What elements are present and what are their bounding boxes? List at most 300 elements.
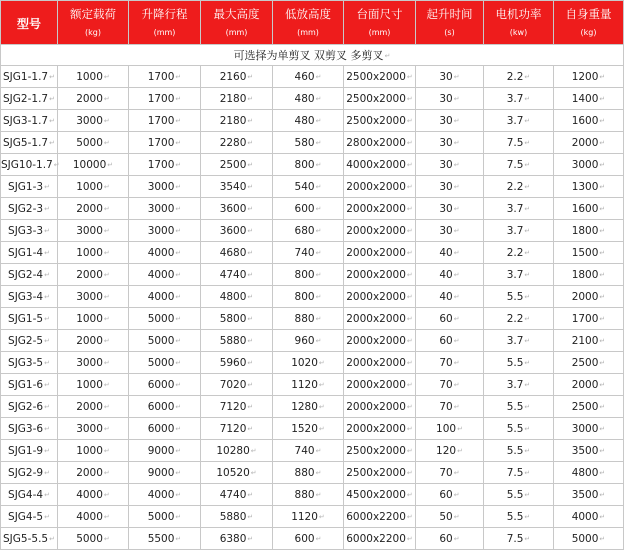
cell-rated-load xyxy=(58,88,129,110)
cell-value: SJG2-1.7 xyxy=(3,92,49,105)
note-text: 可选择为单剪叉 双剪叉 多剪叉 xyxy=(233,49,384,62)
paragraph-mark-icon: ↵ xyxy=(599,292,606,301)
paragraph-mark-icon: ↵ xyxy=(453,468,460,477)
cell-value: 2160 xyxy=(219,70,247,83)
cell-lift-time xyxy=(416,330,484,352)
cell-table-size xyxy=(344,176,416,198)
paragraph-mark-icon: ↵ xyxy=(250,468,257,477)
cell-low-height xyxy=(273,66,344,88)
cell-value: 60 xyxy=(439,312,453,325)
paragraph-mark-icon: ↵ xyxy=(315,226,322,235)
cell-lift-time xyxy=(416,110,484,132)
cell-max-height xyxy=(201,352,273,374)
paragraph-mark-icon: ↵ xyxy=(44,270,50,279)
paragraph-mark-icon: ↵ xyxy=(49,94,55,103)
paragraph-mark-icon: ↵ xyxy=(406,270,413,279)
cell-value: 3000 xyxy=(571,158,599,171)
cell-value: 6000x2200 xyxy=(346,532,406,545)
cell-lift-travel xyxy=(129,154,201,176)
col-header-label: 额定载荷 xyxy=(70,6,116,21)
paragraph-mark-icon: ↵ xyxy=(524,490,531,499)
paragraph-mark-icon: ↵ xyxy=(453,270,460,279)
cell-value: 580 xyxy=(294,136,315,149)
cell-max-height xyxy=(201,506,273,528)
paragraph-mark-icon: ↵ xyxy=(318,380,325,389)
paragraph-mark-icon: ↵ xyxy=(406,94,413,103)
cell-lift-travel xyxy=(129,506,201,528)
cell-self-weight xyxy=(554,506,624,528)
cell-value: 3000 xyxy=(76,356,103,369)
cell-table-size xyxy=(344,264,416,286)
cell-rated-load xyxy=(58,66,129,88)
cell-lift-travel xyxy=(129,440,201,462)
cell-self-weight xyxy=(554,110,624,132)
col-header-label: 自身重量 xyxy=(565,6,612,21)
cell-max-height xyxy=(201,264,273,286)
paragraph-mark-icon: ↵ xyxy=(44,226,50,235)
cell-value: 1120 xyxy=(291,378,318,391)
paragraph-mark-icon: ↵ xyxy=(315,468,322,477)
cell-lift-time xyxy=(416,440,484,462)
col-header-motor-power xyxy=(484,1,554,45)
paragraph-mark-icon: ↵ xyxy=(175,204,182,213)
cell-model xyxy=(1,66,58,88)
cell-value: 7.5 xyxy=(506,136,524,149)
paragraph-mark-icon: ↵ xyxy=(453,94,460,103)
paragraph-mark-icon: ↵ xyxy=(49,138,55,147)
paragraph-mark-icon: ↵ xyxy=(406,292,413,301)
paragraph-mark-icon: ↵ xyxy=(524,424,531,433)
paragraph-mark-icon: ↵ xyxy=(175,248,182,257)
cell-self-weight xyxy=(554,462,624,484)
cell-lift-travel xyxy=(129,220,201,242)
paragraph-mark-icon: ↵ xyxy=(103,204,110,213)
cell-self-weight xyxy=(554,242,624,264)
cell-value: 6380 xyxy=(219,532,247,545)
paragraph-mark-icon: ↵ xyxy=(175,292,182,301)
paragraph-mark-icon: ↵ xyxy=(524,468,531,477)
note-row xyxy=(1,45,624,66)
cell-model xyxy=(1,418,58,440)
cell-model xyxy=(1,154,58,176)
cell-value: 2180 xyxy=(219,114,247,127)
cell-low-height xyxy=(273,110,344,132)
cell-value: 1800 xyxy=(571,224,599,237)
paragraph-mark-icon: ↵ xyxy=(44,424,50,433)
paragraph-mark-icon: ↵ xyxy=(103,358,110,367)
paragraph-mark-icon: ↵ xyxy=(247,94,254,103)
cell-value: SJG1-6 xyxy=(8,378,44,391)
cell-value: 10520 xyxy=(216,466,250,479)
table-row xyxy=(1,308,624,330)
cell-lift-travel xyxy=(129,462,201,484)
table-row xyxy=(1,396,624,418)
cell-value: 40 xyxy=(439,290,453,303)
cell-value: 800 xyxy=(294,268,315,281)
col-header-unit: (kw) xyxy=(509,27,528,37)
paragraph-mark-icon: ↵ xyxy=(406,468,413,477)
paragraph-mark-icon: ↵ xyxy=(599,138,606,147)
cell-value: 3000 xyxy=(76,224,103,237)
cell-max-height xyxy=(201,440,273,462)
cell-rated-load xyxy=(58,198,129,220)
paragraph-mark-icon: ↵ xyxy=(44,248,50,257)
paragraph-mark-icon: ↵ xyxy=(247,336,254,345)
paragraph-mark-icon: ↵ xyxy=(44,490,50,499)
cell-lift-travel xyxy=(129,176,201,198)
cell-lift-travel xyxy=(129,396,201,418)
cell-table-size xyxy=(344,88,416,110)
cell-value: 4740 xyxy=(219,488,247,501)
cell-value: 3540 xyxy=(219,180,247,193)
table-row xyxy=(1,506,624,528)
cell-table-size xyxy=(344,220,416,242)
cell-lift-time xyxy=(416,418,484,440)
cell-rated-load xyxy=(58,110,129,132)
col-header-lift-travel xyxy=(129,1,201,45)
cell-self-weight xyxy=(554,220,624,242)
cell-value: 3.7 xyxy=(506,268,524,281)
paragraph-mark-icon: ↵ xyxy=(175,336,182,345)
cell-model xyxy=(1,286,58,308)
paragraph-mark-icon: ↵ xyxy=(103,94,110,103)
cell-self-weight xyxy=(554,374,624,396)
cell-model xyxy=(1,110,58,132)
cell-value: 5.5 xyxy=(506,400,524,413)
cell-value: SJG2-9 xyxy=(8,466,44,479)
cell-low-height xyxy=(273,88,344,110)
cell-value: 60 xyxy=(439,334,453,347)
cell-model xyxy=(1,528,58,550)
cell-value: SJG4-4 xyxy=(8,488,44,501)
cell-value: 4800 xyxy=(571,466,599,479)
cell-value: 40 xyxy=(439,246,453,259)
paragraph-mark-icon: ↵ xyxy=(315,490,322,499)
cell-lift-time xyxy=(416,352,484,374)
paragraph-mark-icon: ↵ xyxy=(406,314,413,323)
cell-value: SJG5-1.7 xyxy=(3,136,49,149)
cell-value: SJG3-3 xyxy=(8,224,44,237)
cell-value: 4000 xyxy=(147,290,175,303)
paragraph-mark-icon: ↵ xyxy=(103,226,110,235)
cell-max-height xyxy=(201,88,273,110)
cell-rated-load xyxy=(58,418,129,440)
cell-value: 1000 xyxy=(76,70,103,83)
cell-value: SJG2-4 xyxy=(8,268,44,281)
cell-value: SJG1-5 xyxy=(8,312,44,325)
cell-value: 460 xyxy=(294,70,315,83)
cell-value: 4000x2000 xyxy=(346,158,406,171)
cell-motor-power xyxy=(484,330,554,352)
cell-low-height xyxy=(273,330,344,352)
paragraph-mark-icon: ↵ xyxy=(247,314,254,323)
cell-table-size xyxy=(344,154,416,176)
paragraph-mark-icon: ↵ xyxy=(247,490,254,499)
paragraph-mark-icon: ↵ xyxy=(315,270,322,279)
paragraph-mark-icon: ↵ xyxy=(406,534,413,543)
cell-value: 4000 xyxy=(571,510,599,523)
cell-max-height xyxy=(201,176,273,198)
cell-motor-power xyxy=(484,242,554,264)
cell-model xyxy=(1,330,58,352)
paragraph-mark-icon: ↵ xyxy=(103,446,110,455)
cell-model xyxy=(1,242,58,264)
col-header-unit: (mm) xyxy=(368,27,391,37)
paragraph-mark-icon: ↵ xyxy=(599,380,606,389)
cell-value: 30 xyxy=(439,158,453,171)
cell-value: SJG3-5 xyxy=(8,356,44,369)
paragraph-mark-icon: ↵ xyxy=(453,160,460,169)
table-row xyxy=(1,528,624,550)
cell-value: 3600 xyxy=(219,202,247,215)
table-row xyxy=(1,462,624,484)
paragraph-mark-icon: ↵ xyxy=(406,160,413,169)
paragraph-mark-icon: ↵ xyxy=(453,512,460,521)
paragraph-mark-icon: ↵ xyxy=(599,402,606,411)
cell-value: SJG1-1.7 xyxy=(3,70,49,83)
cell-model xyxy=(1,308,58,330)
scissor-options-note xyxy=(1,45,624,66)
paragraph-mark-icon: ↵ xyxy=(44,446,50,455)
paragraph-mark-icon: ↵ xyxy=(103,138,110,147)
cell-value: SJG2-3 xyxy=(8,202,44,215)
paragraph-mark-icon: ↵ xyxy=(103,314,110,323)
cell-motor-power xyxy=(484,396,554,418)
cell-max-height xyxy=(201,132,273,154)
cell-value: 2280 xyxy=(219,136,247,149)
cell-value: 1300 xyxy=(571,180,599,193)
paragraph-mark-icon: ↵ xyxy=(599,512,606,521)
cell-value: 2800x2000 xyxy=(346,136,406,149)
col-header-label: 台面尺寸 xyxy=(356,6,403,21)
cell-value: 30 xyxy=(439,202,453,215)
cell-value: 120 xyxy=(436,444,457,457)
paragraph-mark-icon: ↵ xyxy=(599,160,606,169)
table-row xyxy=(1,330,624,352)
paragraph-mark-icon: ↵ xyxy=(524,248,531,257)
paragraph-mark-icon: ↵ xyxy=(599,446,606,455)
table-row xyxy=(1,220,624,242)
cell-value: 30 xyxy=(439,136,453,149)
cell-rated-load xyxy=(58,374,129,396)
cell-self-weight xyxy=(554,198,624,220)
table-row xyxy=(1,198,624,220)
col-header-label: 低放高度 xyxy=(285,6,331,21)
cell-model xyxy=(1,176,58,198)
cell-low-height xyxy=(273,418,344,440)
cell-value: 7.5 xyxy=(506,466,524,479)
cell-max-height xyxy=(201,242,273,264)
cell-max-height xyxy=(201,154,273,176)
cell-model xyxy=(1,506,58,528)
paragraph-mark-icon: ↵ xyxy=(247,226,254,235)
paragraph-mark-icon: ↵ xyxy=(103,380,110,389)
paragraph-mark-icon: ↵ xyxy=(44,182,50,191)
paragraph-mark-icon: ↵ xyxy=(315,314,322,323)
cell-lift-travel xyxy=(129,286,201,308)
paragraph-mark-icon: ↵ xyxy=(599,534,606,543)
cell-value: 5.5 xyxy=(506,488,524,501)
cell-rated-load xyxy=(58,264,129,286)
cell-model xyxy=(1,462,58,484)
paragraph-mark-icon: ↵ xyxy=(524,358,531,367)
paragraph-mark-icon: ↵ xyxy=(247,72,254,81)
table-row xyxy=(1,484,624,506)
cell-value: 70 xyxy=(439,400,453,413)
cell-value: 3500 xyxy=(571,444,599,457)
cell-value: 2500x2000 xyxy=(346,444,406,457)
cell-value: 2000x2000 xyxy=(346,224,406,237)
paragraph-mark-icon: ↵ xyxy=(247,160,254,169)
cell-lift-time xyxy=(416,88,484,110)
col-header-rated-load xyxy=(58,1,129,45)
cell-value: 4000 xyxy=(147,268,175,281)
cell-table-size xyxy=(344,330,416,352)
cell-value: 3000 xyxy=(76,114,103,127)
paragraph-mark-icon: ↵ xyxy=(247,424,254,433)
paragraph-mark-icon: ↵ xyxy=(453,402,460,411)
cell-motor-power xyxy=(484,484,554,506)
cell-value: 7120 xyxy=(219,422,247,435)
paragraph-mark-icon: ↵ xyxy=(384,52,391,60)
cell-lift-time xyxy=(416,528,484,550)
cell-value: 2.2 xyxy=(506,70,524,83)
cell-table-size xyxy=(344,66,416,88)
cell-value: 2100 xyxy=(571,334,599,347)
cell-value: 4740 xyxy=(219,268,247,281)
paragraph-mark-icon: ↵ xyxy=(44,358,50,367)
paragraph-mark-icon: ↵ xyxy=(318,402,325,411)
paragraph-mark-icon: ↵ xyxy=(599,358,606,367)
cell-value: 30 xyxy=(439,224,453,237)
cell-table-size xyxy=(344,374,416,396)
paragraph-mark-icon: ↵ xyxy=(44,402,50,411)
paragraph-mark-icon: ↵ xyxy=(44,204,50,213)
paragraph-mark-icon: ↵ xyxy=(599,468,606,477)
cell-value: 2000 xyxy=(571,136,599,149)
cell-value: 800 xyxy=(294,290,315,303)
cell-value: 2000 xyxy=(76,334,103,347)
paragraph-mark-icon: ↵ xyxy=(103,182,110,191)
paragraph-mark-icon: ↵ xyxy=(175,446,182,455)
cell-self-weight xyxy=(554,176,624,198)
cell-low-height xyxy=(273,176,344,198)
paragraph-mark-icon: ↵ xyxy=(315,138,322,147)
cell-lift-travel xyxy=(129,528,201,550)
paragraph-mark-icon: ↵ xyxy=(175,490,182,499)
table-row xyxy=(1,66,624,88)
cell-motor-power xyxy=(484,264,554,286)
cell-value: 5.5 xyxy=(506,290,524,303)
cell-value: 600 xyxy=(294,532,315,545)
paragraph-mark-icon: ↵ xyxy=(524,72,531,81)
cell-low-height xyxy=(273,286,344,308)
cell-value: 1700 xyxy=(147,136,175,149)
paragraph-mark-icon: ↵ xyxy=(406,336,413,345)
cell-rated-load xyxy=(58,396,129,418)
cell-rated-load xyxy=(58,286,129,308)
cell-table-size xyxy=(344,506,416,528)
cell-value: 7.5 xyxy=(506,532,524,545)
paragraph-mark-icon: ↵ xyxy=(315,160,322,169)
header-row xyxy=(1,1,624,45)
paragraph-mark-icon: ↵ xyxy=(406,138,413,147)
cell-max-height xyxy=(201,374,273,396)
cell-value: 5.5 xyxy=(506,422,524,435)
cell-value: 960 xyxy=(294,334,315,347)
table-row xyxy=(1,88,624,110)
paragraph-mark-icon: ↵ xyxy=(524,380,531,389)
cell-low-height xyxy=(273,352,344,374)
table-row xyxy=(1,374,624,396)
paragraph-mark-icon: ↵ xyxy=(457,446,463,455)
cell-value: 3000 xyxy=(76,422,103,435)
cell-table-size xyxy=(344,484,416,506)
cell-rated-load xyxy=(58,352,129,374)
cell-lift-time xyxy=(416,308,484,330)
cell-value: 600 xyxy=(294,202,315,215)
cell-lift-travel xyxy=(129,264,201,286)
paragraph-mark-icon: ↵ xyxy=(524,446,531,455)
paragraph-mark-icon: ↵ xyxy=(49,72,55,81)
cell-rated-load xyxy=(58,220,129,242)
cell-lift-travel xyxy=(129,132,201,154)
col-header-label: 电机功率 xyxy=(495,6,542,21)
paragraph-mark-icon: ↵ xyxy=(107,160,114,169)
cell-model xyxy=(1,352,58,374)
cell-value: 2000x2000 xyxy=(346,180,406,193)
paragraph-mark-icon: ↵ xyxy=(599,336,606,345)
cell-value: 2500x2000 xyxy=(346,466,406,479)
cell-value: 2000x2000 xyxy=(346,202,406,215)
cell-table-size xyxy=(344,396,416,418)
table-row xyxy=(1,110,624,132)
paragraph-mark-icon: ↵ xyxy=(406,116,413,125)
cell-value: 5.5 xyxy=(506,356,524,369)
col-header-label: 升降行程 xyxy=(141,6,188,21)
paragraph-mark-icon: ↵ xyxy=(175,358,182,367)
cell-value: 70 xyxy=(439,356,453,369)
paragraph-mark-icon: ↵ xyxy=(315,72,322,81)
cell-rated-load xyxy=(58,176,129,198)
cell-value: 2.2 xyxy=(506,312,524,325)
cell-value: 1020 xyxy=(291,356,318,369)
paragraph-mark-icon: ↵ xyxy=(315,292,322,301)
cell-value: 1600 xyxy=(571,202,599,215)
paragraph-mark-icon: ↵ xyxy=(103,270,110,279)
cell-motor-power xyxy=(484,506,554,528)
cell-value: 7020 xyxy=(219,378,247,391)
paragraph-mark-icon: ↵ xyxy=(44,314,50,323)
cell-value: 740 xyxy=(294,444,315,457)
paragraph-mark-icon: ↵ xyxy=(524,292,531,301)
cell-value: 2.2 xyxy=(506,180,524,193)
cell-value: 880 xyxy=(294,488,315,501)
cell-value: 880 xyxy=(294,312,315,325)
cell-value: 50 xyxy=(439,510,453,523)
col-header-low-height xyxy=(273,1,344,45)
cell-self-weight xyxy=(554,66,624,88)
cell-value: 2000x2000 xyxy=(346,334,406,347)
col-header-max-height xyxy=(201,1,273,45)
paragraph-mark-icon: ↵ xyxy=(175,512,182,521)
col-header-self-weight xyxy=(554,1,624,45)
paragraph-mark-icon: ↵ xyxy=(599,270,606,279)
cell-value: 5000 xyxy=(147,312,175,325)
paragraph-mark-icon: ↵ xyxy=(175,314,182,323)
cell-max-height xyxy=(201,330,273,352)
cell-value: 5800 xyxy=(219,312,247,325)
